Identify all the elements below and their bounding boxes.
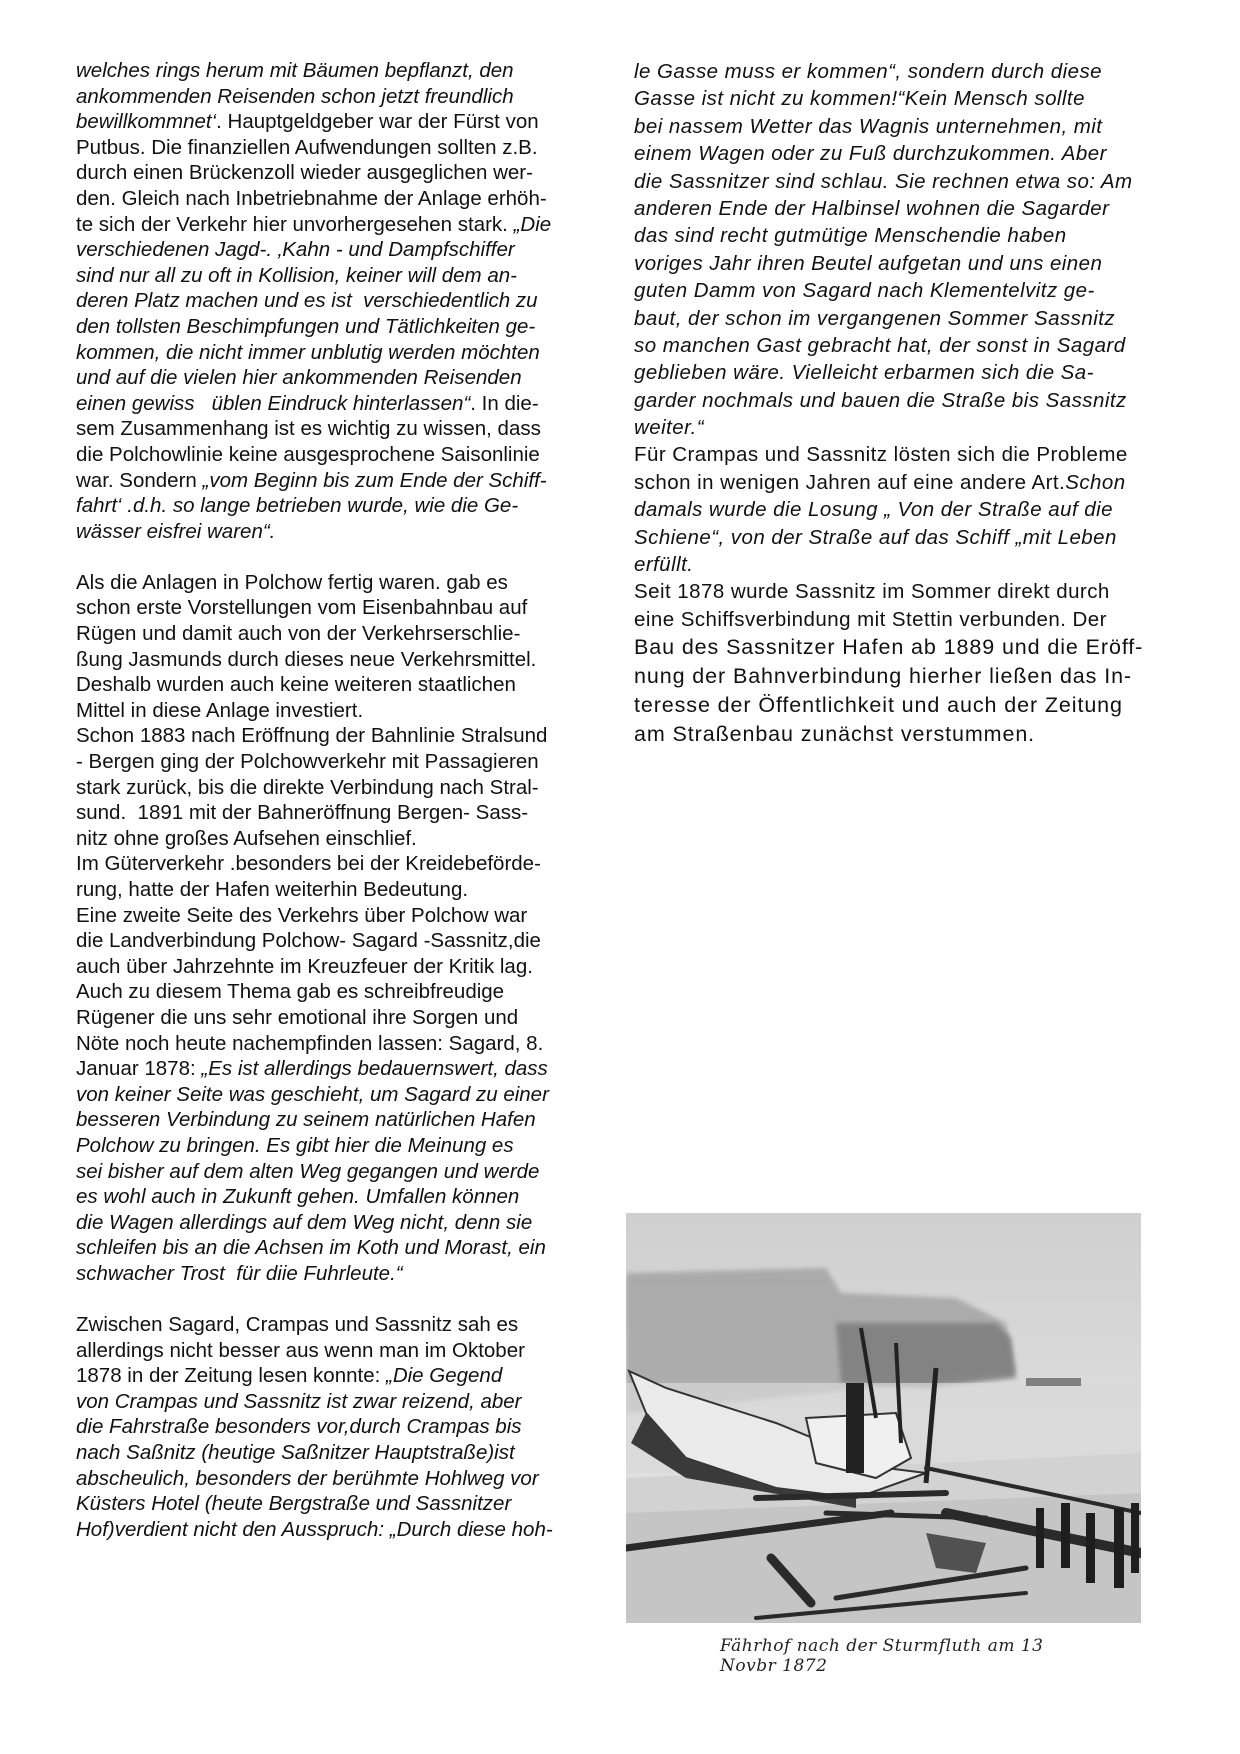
text-line bbox=[76, 263, 636, 289]
italic-quote-text: Schiene“, von der Straße auf das Schiff „mit Leben bbox=[634, 525, 1117, 549]
italic-quote-text: den tollsten Beschimpfungen und Tätlichkeiten ge- bbox=[76, 314, 536, 338]
italic-quote-text: nach Saßnitz (heutige Saßnitzer Hauptstraße)ist bbox=[76, 1441, 515, 1465]
body-text: Auch zu diesem Thema gab es schreibfreudige bbox=[76, 980, 505, 1004]
body-text: Januar 1878: bbox=[76, 1057, 202, 1081]
text-line bbox=[634, 140, 1194, 167]
body-text: die Landverbindung Polchow- Sagard -Sassnitz,die bbox=[76, 929, 541, 953]
text-line bbox=[76, 1440, 636, 1466]
italic-quote-text: fahrt‘ .d.h. so lange betrieben wurde, wie die Ge- bbox=[76, 494, 519, 518]
text-line bbox=[634, 168, 1194, 195]
body-text: durch einen Brückenzoll wieder ausgeglichen wer- bbox=[76, 161, 533, 185]
italic-quote-text: wässer eisfrei waren“. bbox=[76, 519, 276, 543]
text-line bbox=[634, 58, 1194, 85]
body-text: Nöte noch heute nachempfinden lassen: Sagard, 8. bbox=[76, 1031, 544, 1055]
photo-caption: Fährhof nach der Sturmfluth am 13 Novbr 1872 bbox=[720, 1636, 1044, 1676]
body-text: die Polchowlinie keine ausgesprochene Saisonlinie bbox=[76, 442, 540, 466]
body-text: 1878 in der Zeitung lesen konnte: bbox=[76, 1364, 386, 1388]
italic-quote-text: schwacher Trost für diie Fuhrleute.“ bbox=[76, 1261, 403, 1285]
italic-quote-text: von keiner Seite was geschieht, um Sagard zu einer bbox=[76, 1082, 549, 1106]
italic-quote-text: damals wurde die Losung „ Von der Straße auf die bbox=[634, 498, 1113, 522]
body-text: Seit 1878 wurde Sassnitz im Sommer direkt durch bbox=[634, 580, 1110, 604]
italic-quote-text: deren Platz machen und es ist verschiedentlich zu bbox=[76, 289, 538, 313]
body-text: den. Gleich nach Inbetriebnahme der Anlage erhöh- bbox=[76, 186, 547, 210]
body-text: rung, hatte der Hafen weiterhin Bedeutung. bbox=[76, 878, 469, 901]
italic-quote-text: die Wagen allerdings auf dem Weg nicht, denn sie bbox=[76, 1210, 533, 1234]
text-line bbox=[634, 469, 1194, 496]
text-line bbox=[76, 1210, 636, 1236]
body-text: teresse der Öffentlichkeit und auch der Zeitung bbox=[634, 693, 1123, 718]
text-line bbox=[76, 1414, 636, 1440]
italic-quote-text: Polchow zu bringen. Es gibt hier die Meinung es bbox=[76, 1133, 514, 1157]
text-line bbox=[76, 621, 636, 647]
text-line bbox=[76, 1517, 636, 1543]
text-line bbox=[76, 109, 636, 135]
text-line bbox=[76, 979, 636, 1005]
italic-quote-text: „Es ist allerdings bedauernswert, dass bbox=[201, 1057, 548, 1081]
italic-quote-text: ankommenden Reisenden schon jetzt freundlich bbox=[76, 84, 514, 108]
body-text: Für Crampas und Sassnitz lösten sich die Probleme bbox=[634, 443, 1128, 467]
italic-quote-text: „Die bbox=[513, 212, 552, 236]
text-line bbox=[76, 800, 636, 826]
italic-quote-text: besseren Verbindung zu seinem natürlichen Hafen bbox=[76, 1108, 536, 1132]
text-line bbox=[76, 1491, 636, 1517]
body-text: Zwischen Sagard, Crampas und Sassnitz sah es bbox=[76, 1313, 519, 1337]
italic-quote-text: die Sassnitzer sind schlau. Sie rechnen etwa so: Am bbox=[634, 169, 1133, 193]
italic-quote-text: bewillkommnet‘ bbox=[76, 110, 217, 134]
text-line bbox=[76, 1235, 636, 1261]
text-line bbox=[76, 749, 636, 775]
italic-quote-text: garder nochmals und bauen die Straße bis Sassnitz bbox=[634, 388, 1127, 412]
body-text: war. Sondern bbox=[76, 468, 203, 492]
italic-quote-text: bei nassem Wetter das Wagnis unternehmen, mit bbox=[634, 114, 1103, 138]
text-line bbox=[634, 332, 1194, 359]
body-text: Deshalb wurden auch keine weiteren staatlichen bbox=[76, 673, 516, 697]
italic-quote-text: einem Wagen oder zu Fuß durchzukommen. Aber bbox=[634, 142, 1107, 166]
text-line bbox=[634, 578, 1194, 605]
body-text: stark zurück, bis die direkte Verbindung nach Stral- bbox=[76, 775, 539, 799]
text-line bbox=[634, 113, 1194, 140]
text-line bbox=[76, 135, 636, 161]
text-line bbox=[76, 698, 636, 724]
italic-quote-text: baut, der schon im vergangenen Sommer Sassnitz bbox=[634, 306, 1116, 330]
italic-quote-text: geblieben wäre. Vielleicht erbarmen sich die Sa- bbox=[634, 361, 1094, 385]
text-line bbox=[634, 277, 1194, 304]
right-text-column bbox=[634, 58, 1194, 749]
body-text: eine Schiffsverbindung mit Stettin verbunden. Der bbox=[634, 607, 1107, 631]
text-line bbox=[76, 775, 636, 801]
text-line bbox=[76, 493, 636, 519]
text-line bbox=[76, 1338, 636, 1364]
text-line bbox=[76, 1184, 636, 1210]
body-text: schon erste Vorstellungen vom Eisenbahnbau auf bbox=[76, 596, 528, 620]
text-line bbox=[634, 85, 1194, 112]
text-line bbox=[76, 954, 636, 980]
body-text: Putbus. Die finanziellen Aufwendungen sollten z.B. bbox=[76, 135, 538, 159]
text-line bbox=[76, 1261, 636, 1287]
italic-quote-text: anderen Ende der Halbinsel wohnen die Sagarder bbox=[634, 196, 1110, 220]
body-text: te sich der Verkehr hier unvorhergesehen stark. bbox=[76, 212, 514, 236]
body-text: allerdings nicht besser aus wenn man im Oktober bbox=[76, 1338, 525, 1362]
text-line bbox=[76, 1056, 636, 1082]
text-line bbox=[76, 1159, 636, 1185]
body-text: schon in wenigen Jahren auf eine andere Art. bbox=[634, 470, 1066, 494]
italic-quote-text: abscheulich, besonders der berühmte Hohlweg vor bbox=[76, 1466, 539, 1490]
text-line bbox=[76, 672, 636, 698]
text-line bbox=[76, 416, 636, 442]
italic-quote-text: so manchen Gast gebracht hat, der sonst in Sagard bbox=[634, 333, 1126, 357]
text-line bbox=[634, 720, 1194, 749]
body-text: ßung Jasmunds durch dieses neue Verkehrsmittel. bbox=[76, 647, 537, 671]
text-line bbox=[76, 570, 636, 596]
text-line bbox=[76, 1005, 636, 1031]
text-line bbox=[634, 305, 1194, 332]
body-text: Rügener die uns sehr emotional ihre Sorgen und bbox=[76, 1005, 519, 1029]
left-text-column bbox=[76, 58, 636, 1542]
body-text: - Bergen ging der Polchowverkehr mit Passagieren bbox=[76, 750, 539, 774]
text-line bbox=[76, 826, 636, 852]
text-line bbox=[634, 633, 1194, 662]
text-line bbox=[76, 647, 636, 673]
text-line bbox=[76, 160, 636, 186]
italic-quote-text: Hof)verdient nicht den Ausspruch: „Durch diese hoh- bbox=[76, 1517, 553, 1541]
italic-quote-text: und auf die vielen hier ankommenden Reisenden bbox=[76, 366, 522, 390]
body-text: am Straßenbau zunächst verstummen. bbox=[634, 722, 1036, 747]
historic-photo-ferry-after-storm-flood bbox=[626, 1213, 1141, 1623]
body-text: Mittel in diese Anlage investiert. bbox=[76, 698, 364, 722]
text-line bbox=[76, 877, 636, 903]
body-text: Schon 1883 nach Eröffnung der Bahnlinie Stralsund bbox=[76, 724, 548, 748]
italic-quote-text: guten Damm von Sagard nach Klementelvitz ge- bbox=[634, 279, 1095, 303]
text-line bbox=[76, 212, 636, 238]
text-line bbox=[634, 662, 1194, 691]
italic-quote-text: einen gewiss üblen Eindruck hinterlassen“ bbox=[76, 391, 471, 415]
text-line bbox=[634, 250, 1194, 277]
italic-quote-text: schleifen bis an die Achsen im Koth und Morast, ein bbox=[76, 1236, 546, 1260]
text-line bbox=[76, 288, 636, 314]
body-text: Eine zweite Seite des Verkehrs über Polchow war bbox=[76, 903, 528, 927]
text-line bbox=[634, 551, 1194, 578]
italic-quote-text: sei bisher auf dem alten Weg gegangen und werde bbox=[76, 1159, 540, 1183]
text-line bbox=[634, 524, 1194, 551]
text-line bbox=[76, 1133, 636, 1159]
text-line bbox=[76, 1389, 636, 1415]
text-line bbox=[634, 496, 1194, 523]
body-text: sem Zusammenhang ist es wichtig zu wissen, dass bbox=[76, 417, 541, 441]
italic-quote-text: weiter.“ bbox=[634, 416, 705, 440]
text-line bbox=[634, 387, 1194, 414]
text-line bbox=[76, 1082, 636, 1108]
text-line bbox=[76, 723, 636, 749]
text-line bbox=[634, 606, 1194, 633]
italic-quote-text: le Gasse muss er kommen“, sondern durch diese bbox=[634, 60, 1103, 83]
text-line bbox=[76, 928, 636, 954]
italic-quote-text: von Crampas und Sassnitz ist zwar reizend, aber bbox=[76, 1389, 522, 1413]
italic-quote-text: kommen, die nicht immer unblutig werden möchten bbox=[76, 340, 540, 364]
body-text: sund. 1891 mit der Bahneröffnung Bergen- Sass- bbox=[76, 801, 529, 825]
text-line bbox=[634, 414, 1194, 441]
text-line bbox=[76, 58, 636, 84]
italic-quote-text: voriges Jahr ihren Beutel aufgetan und uns einen bbox=[634, 251, 1103, 275]
text-line bbox=[634, 195, 1194, 222]
body-text: Rügen und damit auch von der Verkehrserschlie- bbox=[76, 622, 521, 646]
italic-quote-text: erfüllt. bbox=[634, 553, 694, 577]
italic-quote-text: das sind recht gutmütige Menschendie haben bbox=[634, 224, 1067, 248]
body-text: Als die Anlagen in Polchow fertig waren. gab es bbox=[76, 570, 508, 594]
text-line bbox=[76, 1363, 636, 1389]
body-text: Im Güterverkehr .besonders bei der Kreidebeförde- bbox=[76, 852, 541, 876]
paragraph-spacer bbox=[76, 544, 636, 570]
text-line bbox=[76, 1031, 636, 1057]
italic-quote-text: verschiedenen Jagd-. ‚Kahn - und Dampfschiffer bbox=[76, 238, 515, 262]
text-line bbox=[634, 441, 1194, 468]
text-line bbox=[76, 851, 636, 877]
body-text: auch über Jahrzehnte im Kreuzfeuer der Kritik lag. bbox=[76, 954, 533, 978]
text-line bbox=[634, 691, 1194, 720]
body-text: Bau des Sassnitzer Hafen ab 1889 und die Eröff- bbox=[634, 635, 1144, 660]
body-text: nitz ohne großes Aufsehen einschlief. bbox=[76, 826, 417, 850]
text-line bbox=[76, 186, 636, 212]
text-line bbox=[76, 903, 636, 929]
text-line bbox=[76, 237, 636, 263]
text-line bbox=[76, 519, 636, 545]
text-line bbox=[76, 84, 636, 110]
body-text: . Hauptgeldgeber war der Fürst von bbox=[216, 110, 539, 134]
italic-quote-text: Gasse ist nicht zu kommen!“Kein Mensch sollte bbox=[634, 87, 1085, 111]
italic-quote-text: Schon bbox=[1065, 470, 1126, 494]
italic-quote-text: Küsters Hotel (heute Bergstraße und Sassnitzer bbox=[76, 1492, 512, 1516]
text-line bbox=[76, 314, 636, 340]
body-text: . In die- bbox=[470, 391, 539, 415]
body-text: nung der Bahnverbindung hierher ließen das In- bbox=[634, 664, 1132, 689]
italic-quote-text: „vom Beginn bis zum Ende der Schiff- bbox=[202, 468, 547, 492]
italic-quote-text: welches rings herum mit Bäumen bepflanzt, den bbox=[76, 59, 514, 82]
text-line bbox=[76, 442, 636, 468]
text-line bbox=[76, 365, 636, 391]
text-line bbox=[76, 340, 636, 366]
text-line bbox=[634, 359, 1194, 386]
text-line bbox=[76, 595, 636, 621]
italic-quote-text: es wohl auch in Zukunft gehen. Umfallen können bbox=[76, 1185, 520, 1209]
text-line bbox=[76, 1466, 636, 1492]
paragraph-spacer bbox=[76, 1287, 636, 1313]
italic-quote-text: „Die Gegend bbox=[386, 1364, 503, 1388]
text-line bbox=[634, 222, 1194, 249]
text-line bbox=[76, 391, 636, 417]
text-line bbox=[76, 468, 636, 494]
italic-quote-text: sind nur all zu oft in Kollision, keiner will dem an- bbox=[76, 263, 517, 287]
text-line bbox=[76, 1107, 636, 1133]
italic-quote-text: die Fahrstraße besonders vor,durch Crampas bis bbox=[76, 1415, 522, 1439]
text-line bbox=[76, 1312, 636, 1338]
